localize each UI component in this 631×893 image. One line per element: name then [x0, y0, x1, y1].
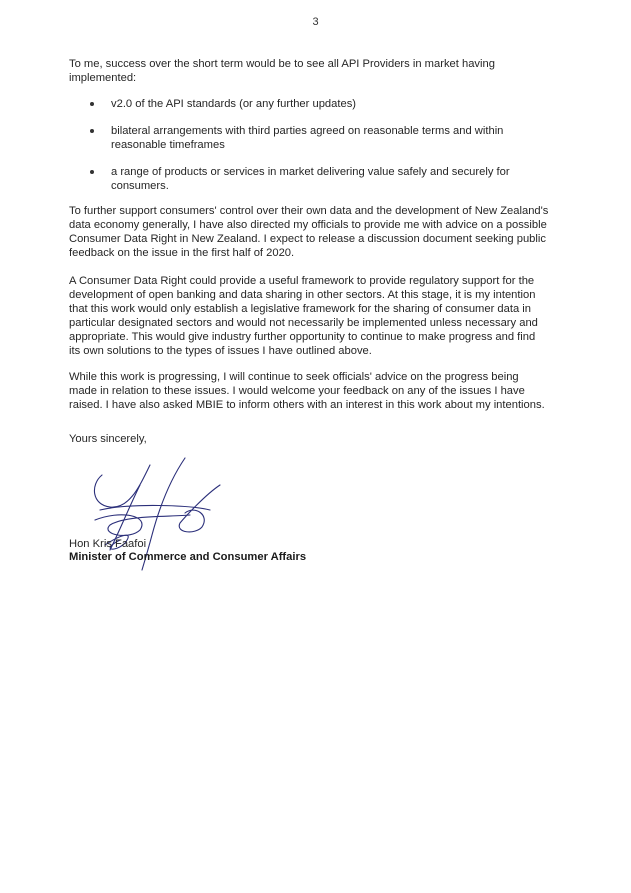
progress-paragraph: While this work is progressing, I will continue to seek officials' advice on the progress being made in relation to these issues. I would welcome your feedback on any of the issues I have raised. I have also asked MBIE to inform others with an interest in this work about my intentions.	[69, 371, 545, 411]
list-item: bilateral arrangements with third parties agreed on reasonable terms and within reasonable timeframes	[69, 124, 549, 152]
intro-paragraph: To me, success over the short term would be to see all API Providers in market having implemented:	[69, 58, 495, 84]
consumer-data-paragraph: To further support consumers' control over their own data and the development of New Zealand's data economy generally, I have also directed my officials to provide me with advice on a possible Consumer Data Right in New Zealand. I expect to release a discussion document seeking public feedback on the issue in the first half of 2020.	[69, 205, 549, 259]
success-criteria-list	[69, 97, 549, 206]
signatory-title: Minister of Commerce and Consumer Affairs	[69, 551, 307, 563]
framework-paragraph: A Consumer Data Right could provide a useful framework to provide regulatory support for the development of open banking and data sharing in other sectors. At this stage, it is my intention that this work would only establish a legislative framework for the sharing of consumer data in particular designated sectors and would not necessarily be implemented unless necessary and appropriate. This would give industry further opportunity to continue to make progress and find its own solutions to the types of issues I have outlined above.	[69, 275, 538, 357]
bullet-icon	[90, 129, 94, 133]
closing-salutation: Yours sincerely,	[69, 433, 147, 445]
list-item: a range of products or services in market delivering value safely and securely for consumers.	[69, 165, 549, 193]
bullet-icon	[90, 170, 94, 174]
bullet-icon	[90, 102, 94, 106]
signatory-name: Hon Kris Faafoi	[69, 538, 147, 550]
list-item: v2.0 of the API standards (or any further updates)	[69, 97, 549, 111]
page-number: 3	[312, 16, 319, 28]
